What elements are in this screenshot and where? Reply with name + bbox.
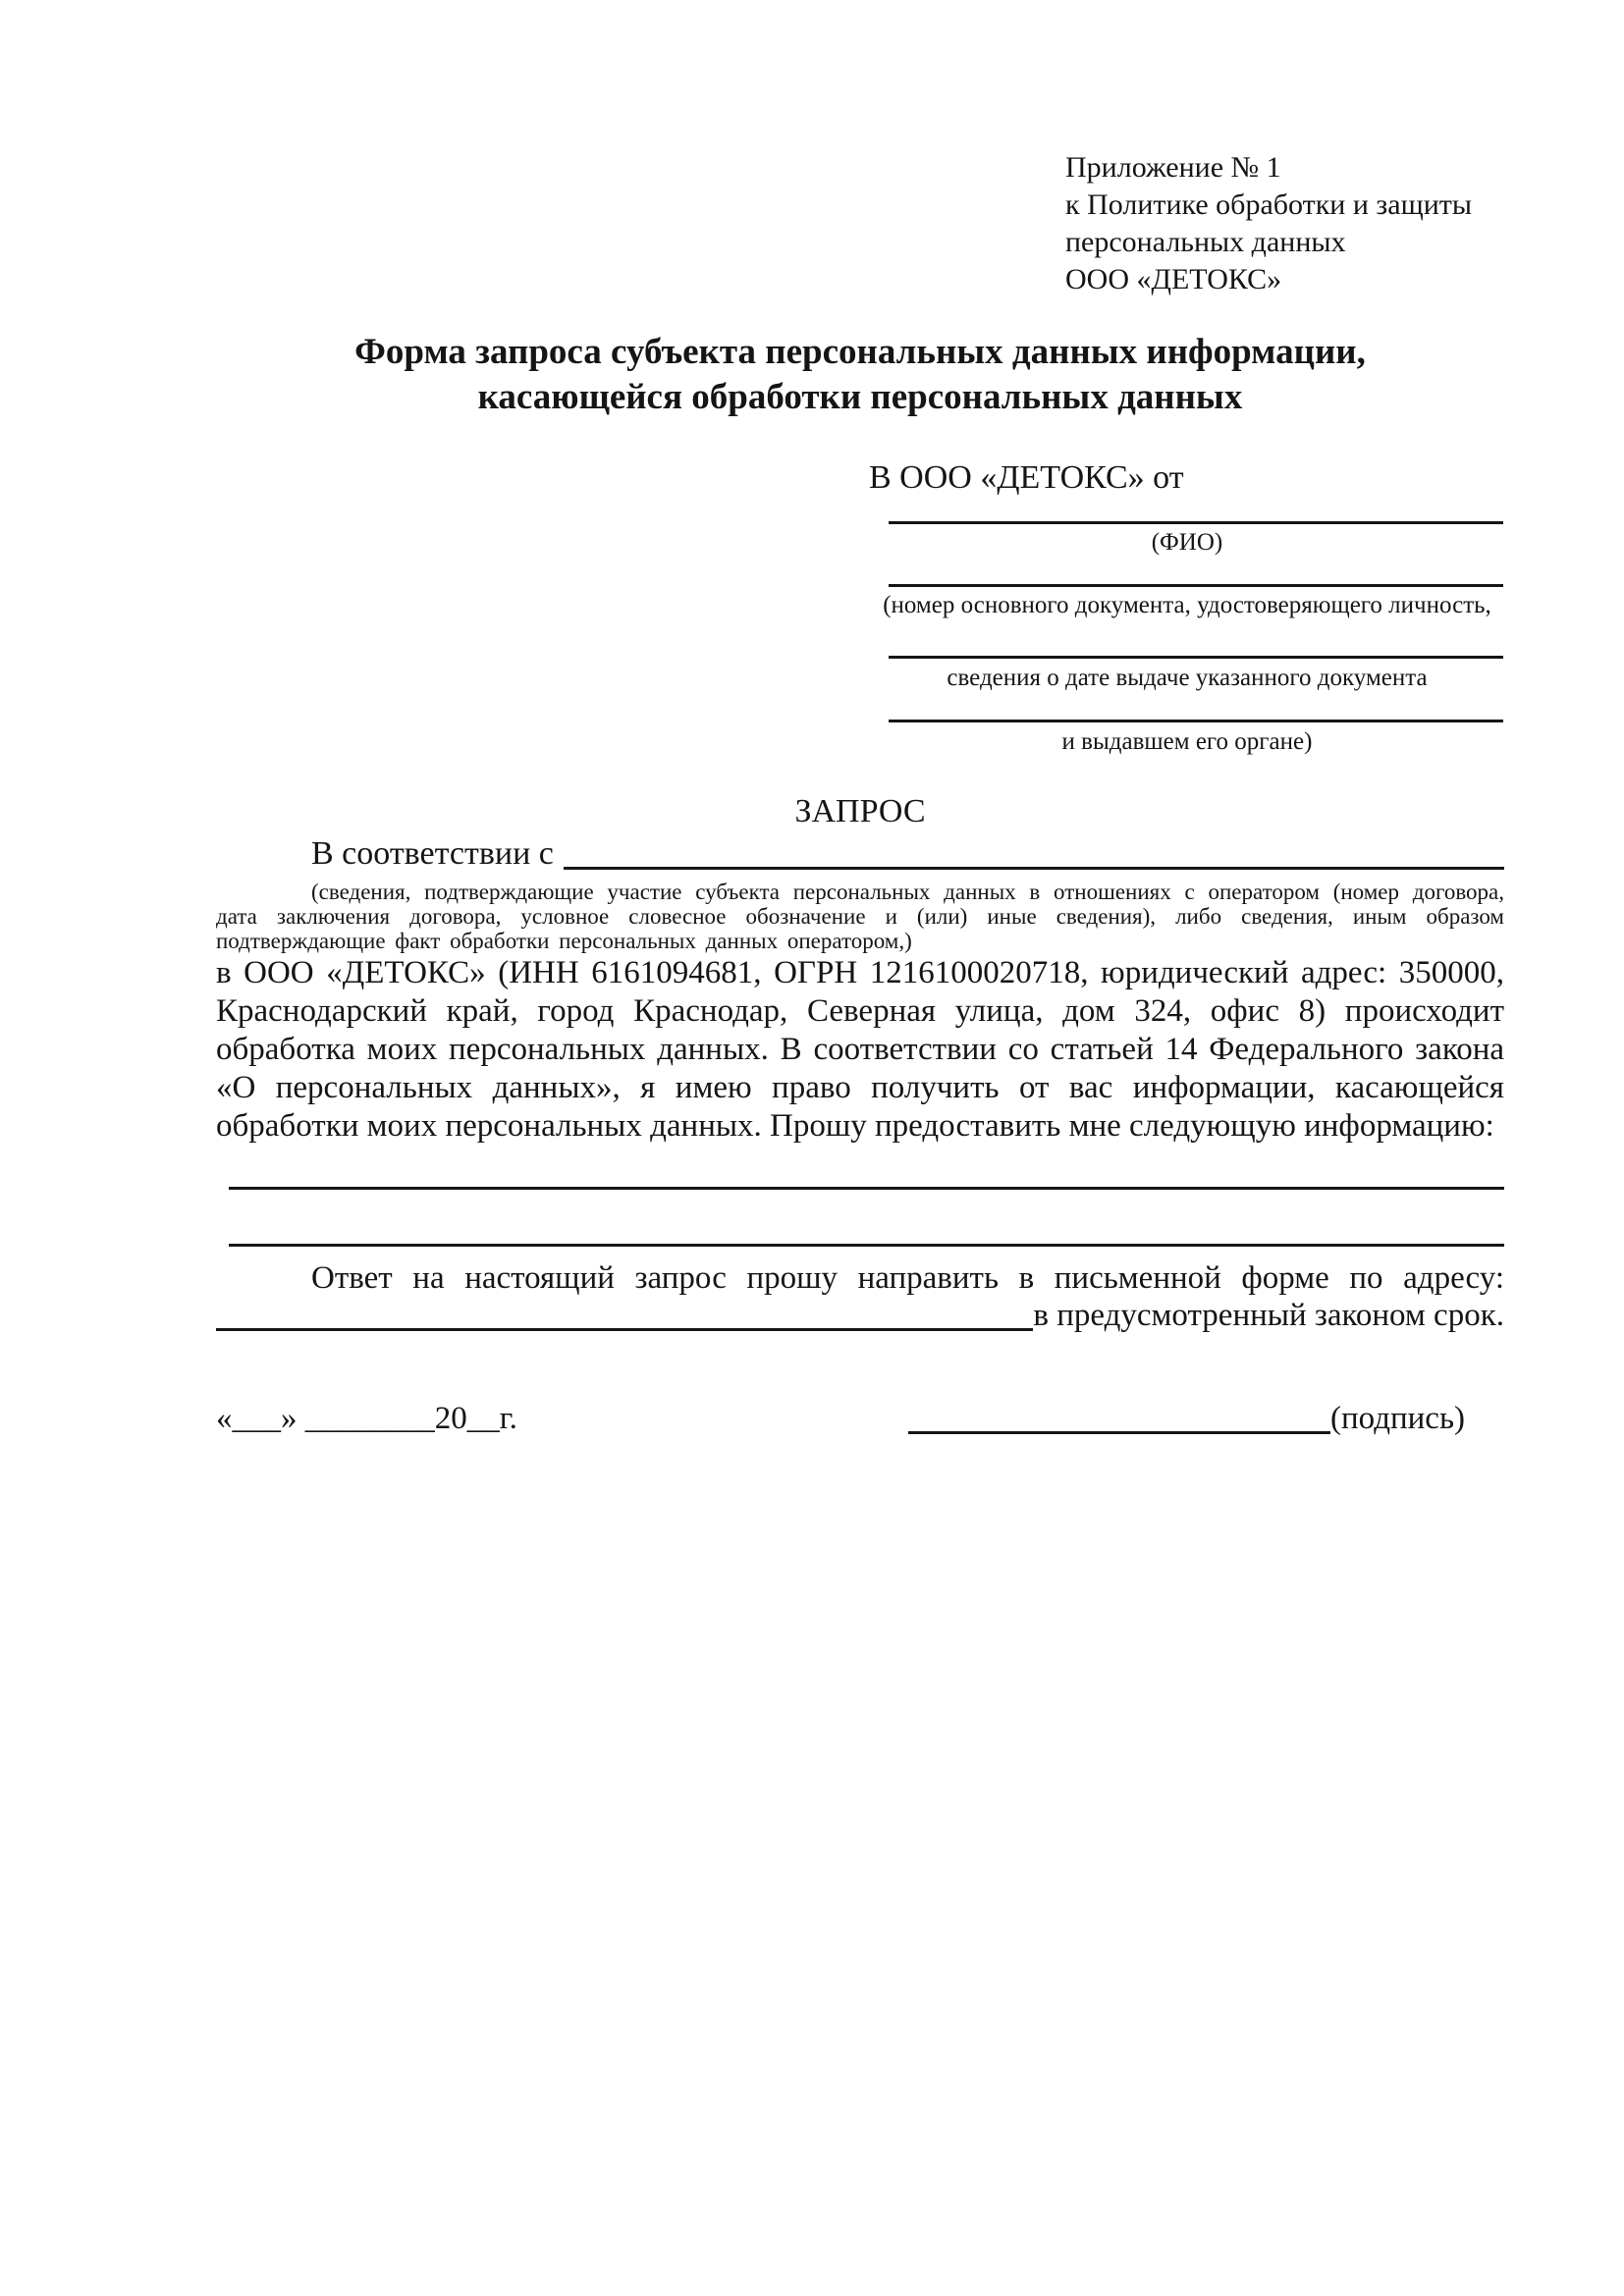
document-title-line-1: Форма запроса субъекта персональных данных информации, — [354, 332, 1366, 372]
appendix-header-line: к Политике обработки и защиты — [1065, 188, 1473, 221]
fio-caption: (ФИО) — [1151, 529, 1223, 556]
signature-caption: (подпись) — [1330, 1401, 1465, 1436]
addressee-block — [869, 459, 1505, 783]
issuing-authority-fill-line — [889, 720, 1503, 722]
issuing-authority-caption: и выдавшем его органе) — [1061, 728, 1313, 755]
document-title — [216, 330, 1504, 420]
intro-fine-print-note: (сведения, подтверждающие участие субъекта персональных данных в отношениях с оператором (номер договора, дата заключения договора, условное словесное обозначение и (или) иные сведения), либо сведения, иным образом подтверждающие факт обработки персональных данных оператором,) — [216, 880, 1504, 953]
reply-address-line — [216, 1296, 1504, 1335]
issue-date-fill-line — [889, 656, 1503, 659]
request-body-paragraph: в ООО «ДЕТОКС» (ИНН 6161094681, ОГРН 1216100020718, юридический адрес: 350000, Краснодарский край, город Краснодар, Северная улица, дом 324, офис 8) происходит обработка моих персональных данных. В соответствии со статьей 14 Федерального закона «О персональных данных», я имею право получить от вас информации, касающейся обработки моих персональных данных. Прошу предоставить мне следующую информацию: — [216, 955, 1504, 1144]
document-number-fill-line — [889, 584, 1503, 587]
signature-area — [908, 1398, 1465, 1439]
signature-fill-line — [908, 1431, 1330, 1434]
intro-prefix-text: В соответствии с — [311, 835, 554, 872]
document-number-caption: (номер основного документа, удостоверяющего личность, — [883, 592, 1491, 618]
intro-line — [216, 834, 1504, 874]
fio-fill-line — [889, 521, 1503, 524]
reply-suffix-text: в предусмотренный законом срок. — [1033, 1298, 1504, 1333]
issue-date-caption: сведения о дате выдаче указанного документа — [947, 665, 1428, 691]
addressee-to-line: В ООО «ДЕТОКС» от — [869, 459, 1184, 496]
document-title-line-2: касающейся обработки персональных данных — [477, 377, 1243, 417]
appendix-header — [1065, 149, 1472, 298]
footer-row — [216, 1398, 1504, 1439]
requested-info-fill-line-2 — [229, 1244, 1504, 1247]
reply-request-paragraph: Ответ на настоящий запрос прошу направить в письменной форме по адресу: — [311, 1260, 1504, 1296]
appendix-header-line: персональных данных — [1065, 226, 1346, 258]
request-heading: ЗАПРОС — [794, 793, 926, 829]
appendix-header-line: Приложение № 1 — [1065, 151, 1281, 184]
reply-address-fill-line — [216, 1328, 1033, 1331]
requested-info-fill-line-1 — [229, 1187, 1504, 1190]
appendix-header-line: ООО «ДЕТОКС» — [1065, 263, 1282, 295]
date-line: «___» ________20__г. — [216, 1401, 517, 1436]
basis-fill-line — [564, 867, 1504, 870]
